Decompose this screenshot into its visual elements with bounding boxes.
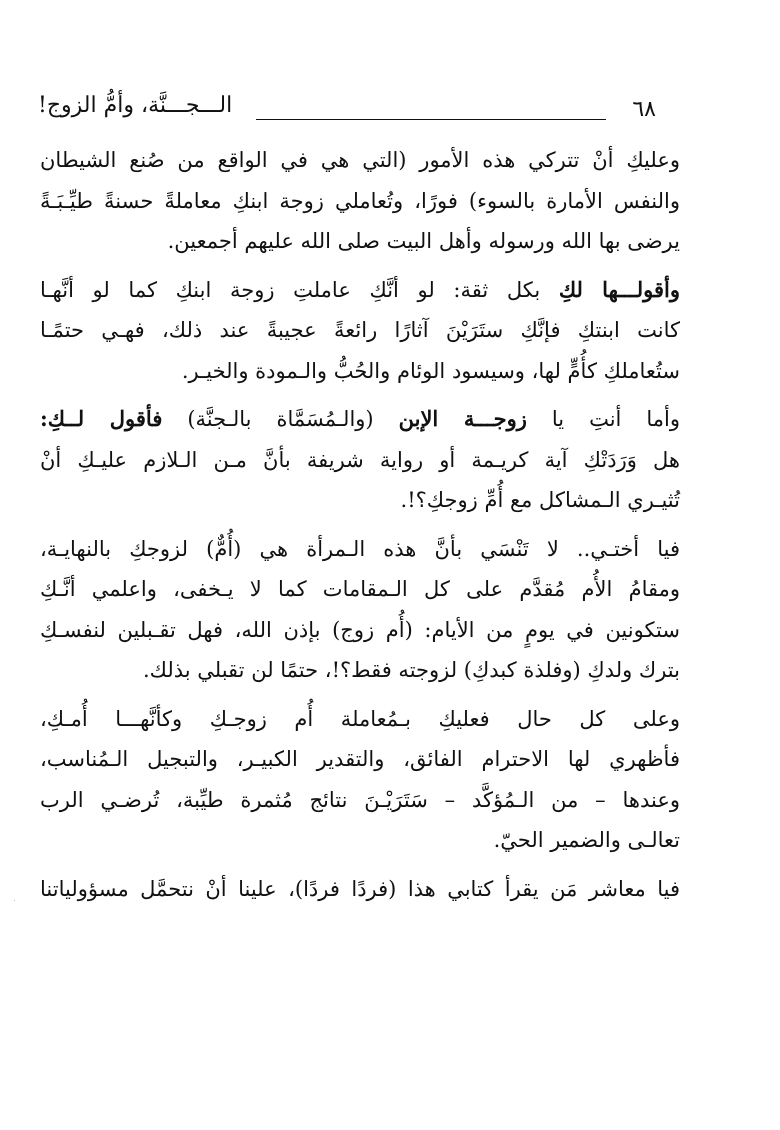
text-line: كانت ابنتكِ فإنَّكِ ستَرَيْنَ آثارًا رائعةً عجيبةً عند ذلك، فهـي حتمًـا — [40, 318, 680, 342]
margin-dot — [14, 900, 15, 901]
text-line: وعلى كل حال فعليكِ بـمُعاملة أُم زوجـكِ وكأنَّهـــا أُمـكِ، — [40, 706, 680, 731]
text-line: وعليكِ أنْ تتركي هذه الأمور (التي هي في الواقع من صُنع الشيطان — [40, 148, 680, 172]
text-line — [40, 270, 680, 311]
header-rule — [256, 119, 606, 120]
text-run: وأما أنتِ يا — [526, 407, 680, 431]
paragraph-2 — [40, 270, 680, 392]
bold-phrase: وأقولـــها لكِ — [558, 276, 680, 302]
paragraph-6 — [40, 869, 680, 910]
paragraph-3 — [40, 399, 680, 521]
text-line: ستكونين في يومٍ من الأيام: (أُم زوج) بإذن الله، فهل تقـبلين لنفسـكِ — [40, 617, 680, 642]
text-line: فأظهري لها الاحترام الفائق، والتقدير الكبيـر، والتبجيل الـمُناسب، — [40, 747, 680, 771]
running-title: الـــجـــنَّة، وأمُّ الزوج! — [38, 93, 233, 118]
text-line: والنفس الأمارة بالسوء) فورًا، وتُعاملي زوجة ابنكِ معاملةً حسنةً طيِّـبَـةً — [40, 188, 680, 213]
text-line — [40, 399, 680, 440]
paragraph-5 — [40, 699, 680, 861]
text-line: وعندها – من الـمُؤكَّد – سَتَرَيْـنَ نتائج مُثمرة طيِّبة، تُرضـي الرب — [40, 787, 680, 812]
text-line: تُثيـري الـمشاكل مع أُمِّ زوجكِ؟!. — [400, 488, 680, 512]
text-line: ومقامُ الأُم مُقدَّم على كل الـمقامات كما لا يـخفى، واعلمي أنَّـكِ — [40, 577, 680, 601]
text-run: بكل ثقة: لو أنَّكِ عاملتِ زوجة ابنكِ كما لو أنَّهـا — [40, 277, 559, 302]
text-line: بترك ولدكِ (وفلذة كبدكِ) لزوجته فقط؟!، حتمًا لن تقبلي بذلك. — [142, 658, 680, 682]
text-line: ستُعاملكِ كأُمٍّ لها، وسيسود الوئام والحُبُّ والـمودة والخيـر. — [181, 358, 680, 383]
paragraph-1 — [40, 140, 680, 262]
text-line: فيا معاشر مَن يقرأ كتابي هذا (فردًا فردًا)، علينا أنْ نتحمَّل مسؤولياتنا — [40, 876, 680, 901]
page-number: ٦٨ — [632, 97, 656, 122]
text-line: يرضى بها الله ورسوله وأهل البيت صلى الله عليهم أجمعين. — [167, 229, 680, 253]
text-run: (والـمُسَمَّاة بالـجنَّة) — [162, 407, 399, 431]
body-text — [40, 140, 680, 909]
text-line: هل وَرَدَتْكِ آية كريـمة أو رواية شريفة بأنَّ مـن الـلازم عليـكِ أنْ — [40, 447, 680, 472]
text-line: فيا أختـي.. لا تَنْسَي بأنَّ هذه الـمرأة هي (أُمٌّ) لزوجكِ بالنهايـة، — [40, 536, 680, 561]
running-header — [38, 93, 698, 129]
bold-phrase: زوجـــة الإبن — [398, 406, 527, 431]
paragraph-4 — [40, 529, 680, 691]
bold-phrase: فأقول لــكِ: — [40, 406, 163, 431]
text-line: تعالـى والضمير الحيّ. — [493, 828, 680, 852]
